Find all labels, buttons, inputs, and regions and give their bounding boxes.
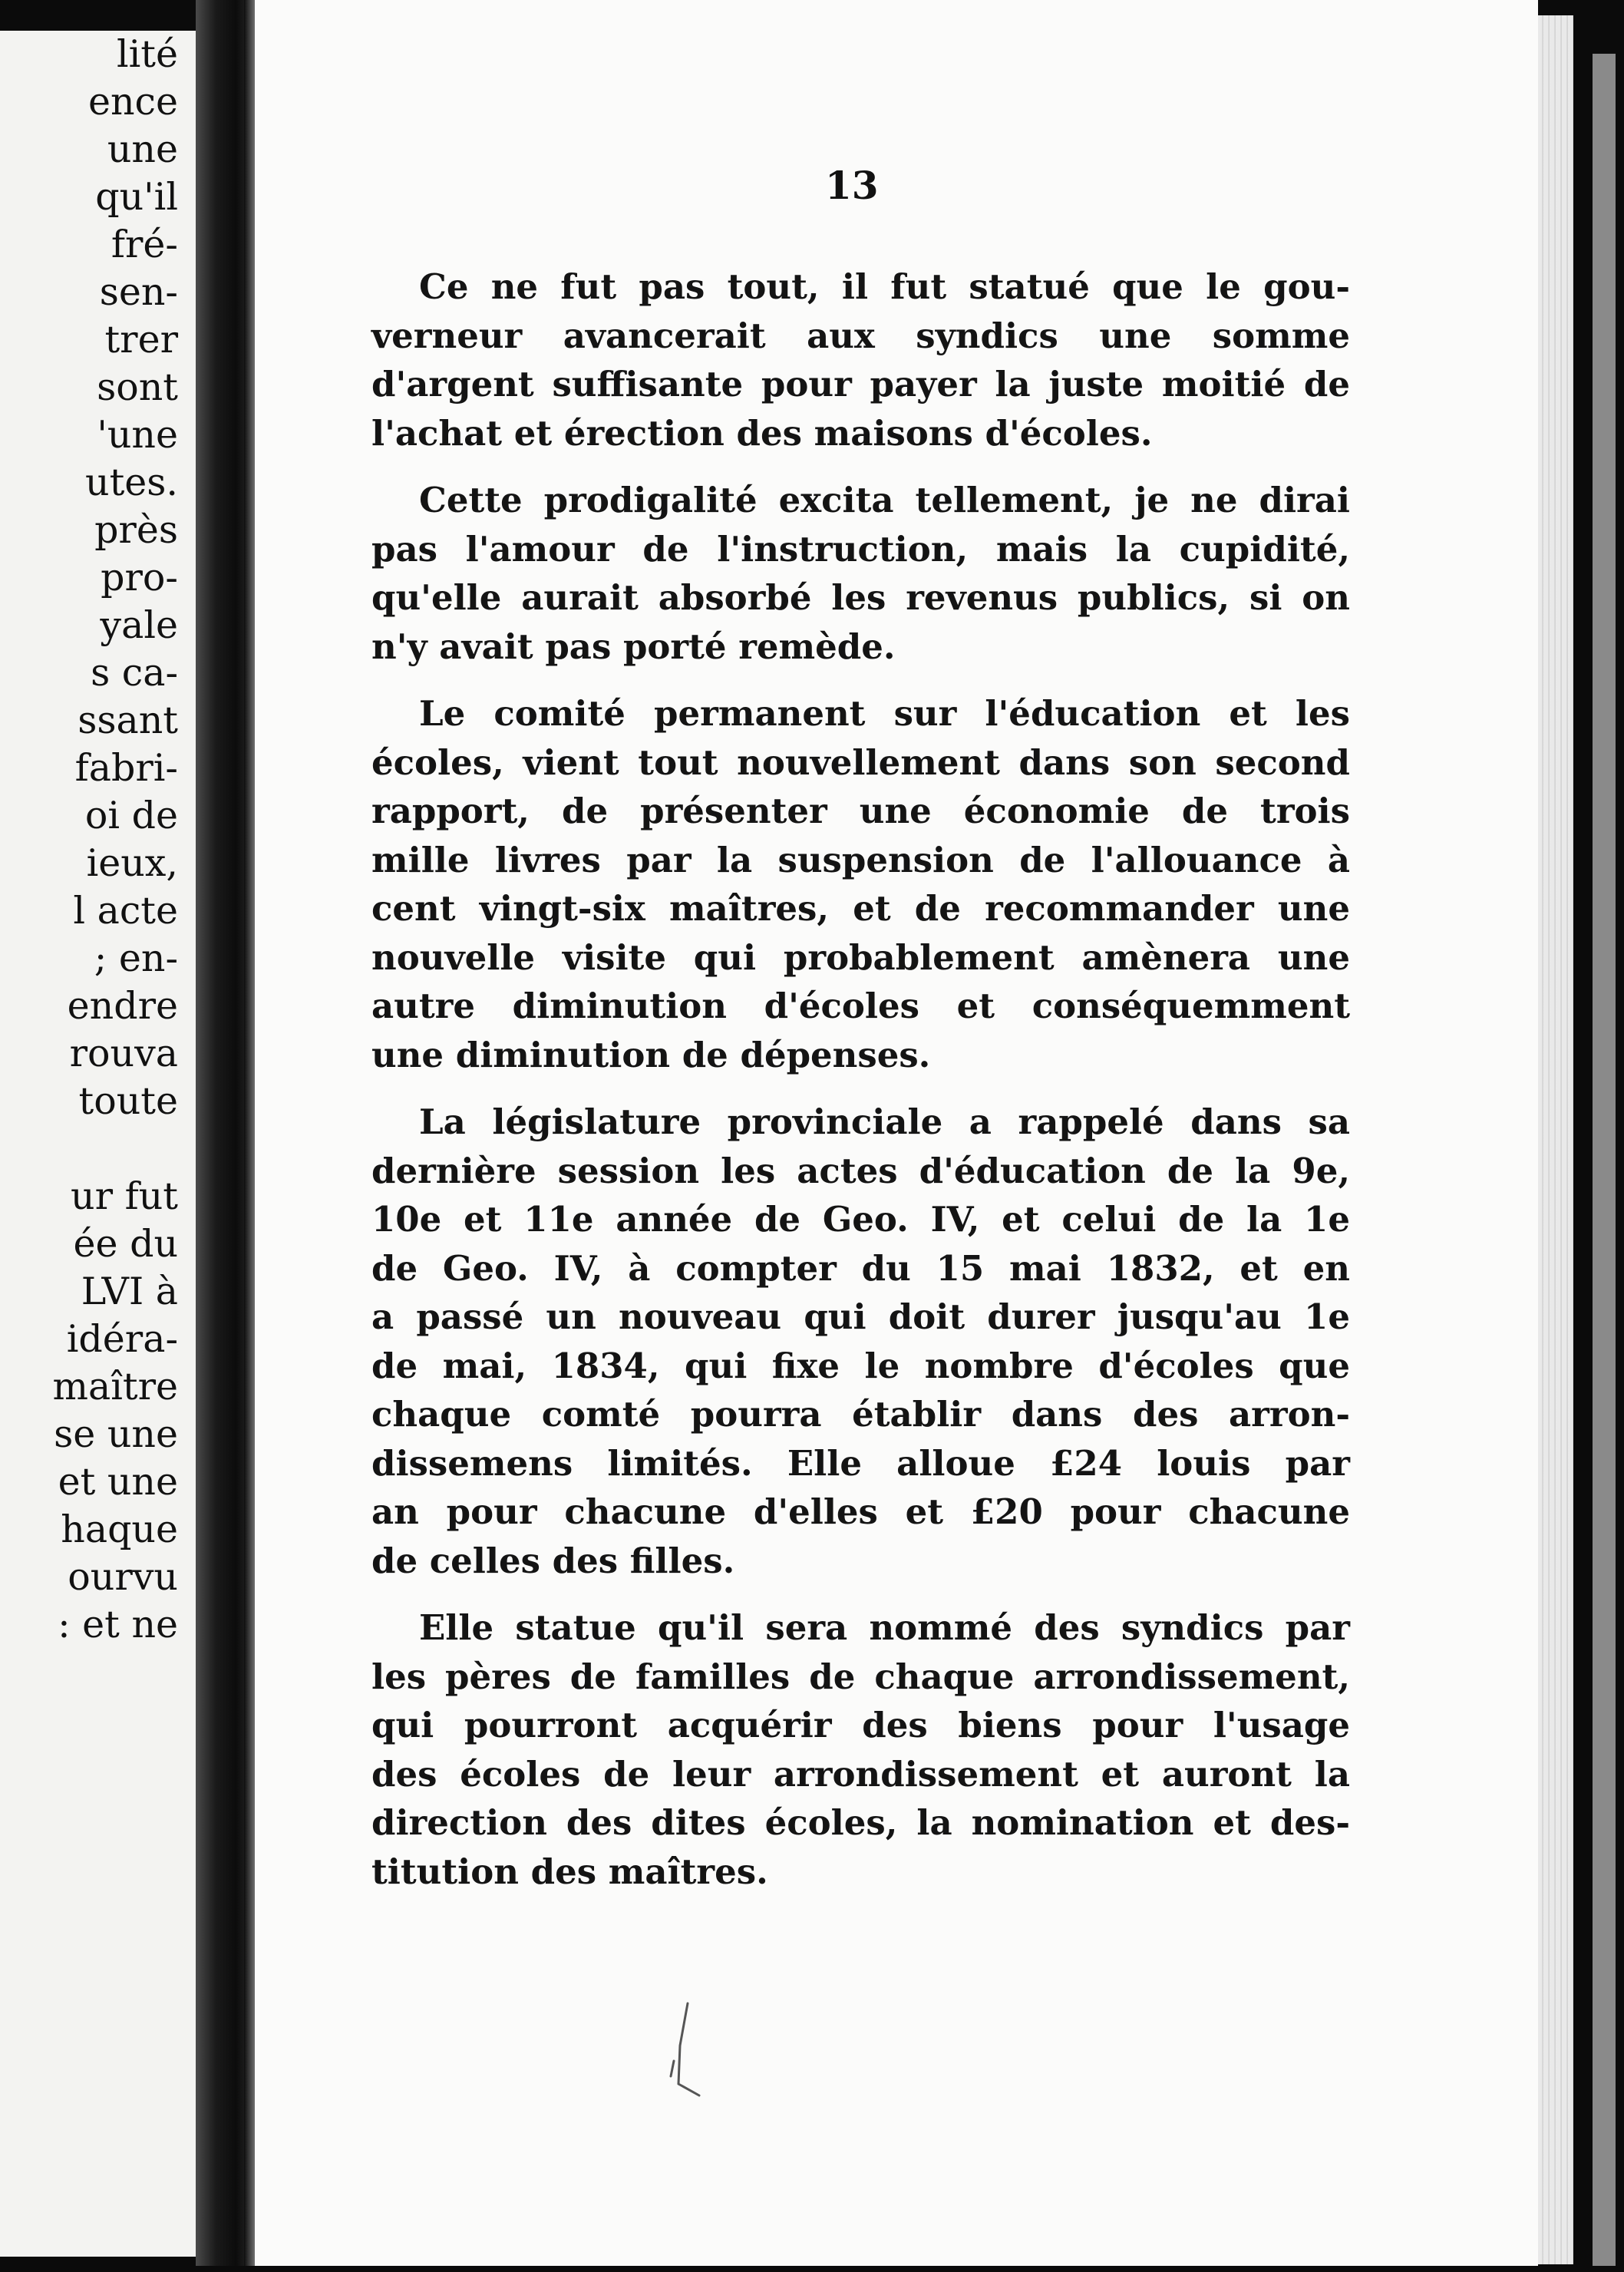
paragraph [371, 1098, 1350, 1585]
left-page-line: haque [61, 1508, 178, 1551]
left-page-line: toute [78, 1079, 178, 1123]
text-line: de celles des filles. [371, 1540, 735, 1581]
left-page-line: se une [54, 1412, 178, 1456]
text-line: l'achat et érection des maisons d'écoles. [371, 412, 1153, 454]
left-page-line: fré- [111, 223, 178, 266]
left-page-line: ssant [78, 698, 178, 742]
text-line: rapport, de présenter une économie de trois [371, 791, 1350, 831]
left-page-fragment [0, 31, 201, 2257]
left-page-line: ieux, [86, 841, 178, 885]
text-line: une diminution de dépenses. [371, 1034, 931, 1075]
text-line: pas l'amour de l'instruction, mais la cupidité, [371, 528, 1350, 570]
text-line: les pères de familles de chaque arrondissement, [371, 1656, 1350, 1697]
text-line: écoles, vient tout nouvellement dans son second [371, 741, 1350, 783]
left-page-line: et une [58, 1460, 178, 1504]
text-line: qu'elle aurait absorbé les revenus publics, si on [371, 577, 1350, 618]
left-page-line: ence [88, 80, 178, 124]
text-line: mille livres par la suspension de l'allouance à [371, 839, 1350, 880]
text-line: qui pourront acquérir des biens pour l'usage [371, 1705, 1350, 1745]
left-page-line: idéra- [66, 1317, 178, 1361]
left-page-line: 'une [97, 413, 178, 457]
left-page-line: oi de [84, 794, 178, 837]
text-line: La législature provinciale a rappelé dans sa [419, 1101, 1350, 1142]
paragraph [371, 1603, 1350, 1896]
text-line: an pour chacune d'elles et £20 pour chacune [371, 1491, 1350, 1532]
left-page-line: maître [52, 1365, 178, 1408]
left-page-line [0, 1125, 178, 1173]
text-line: cent vingt-six maîtres, et de recommander une [371, 888, 1350, 929]
text-line: autre diminution d'écoles et conséquemment [371, 986, 1350, 1026]
page-stack-edge [1538, 15, 1573, 2264]
left-page-line: rouva [69, 1032, 178, 1075]
text-line: nouvelle visite qui probablement amènera une [371, 936, 1350, 978]
text-line: de Geo. IV, à compter du 15 mai 1832, et en [371, 1247, 1350, 1289]
left-page-line: trer [104, 318, 178, 362]
left-page-line: utes. [85, 461, 178, 504]
left-page-line: ée du [73, 1222, 178, 1266]
text-line: dissemens limités. Elle alloue £24 louis par [371, 1442, 1350, 1484]
text-line: 10e et 11e année de Geo. IV, et celui de la 1e [371, 1199, 1350, 1240]
scan-bottom-border [0, 2266, 1624, 2272]
cover-edge [1593, 54, 1616, 2272]
text-line: a passé un nouveau qui doit durer jusqu'au 1e [371, 1296, 1350, 1337]
left-page-line: lité [116, 32, 178, 76]
left-page-line: : et ne [58, 1603, 178, 1646]
text-line: Cette prodigalité excita tellement, je ne dirai [419, 480, 1350, 520]
left-page-line: sen- [99, 270, 178, 314]
left-page-line: yale [100, 603, 178, 647]
left-page-line: l acte [73, 889, 178, 933]
page-body-text [371, 263, 1350, 1914]
text-line: verneur avancerait aux syndics une somme [371, 315, 1350, 356]
left-page-text [0, 31, 178, 1649]
text-line: Le comité permanent sur l'éducation et les [419, 693, 1350, 734]
text-line: d'argent suffisante pour payer la juste moitié de [371, 364, 1350, 405]
left-page-line: s ca- [91, 651, 178, 695]
text-line: chaque comté pourra établir dans des arron- [371, 1394, 1350, 1435]
left-page-line: sont [97, 365, 178, 409]
pencil-mark-icon [657, 2000, 703, 2107]
text-line: Ce ne fut pas tout, il fut statué que le gou- [419, 266, 1350, 307]
left-page-line: fabri- [74, 746, 178, 790]
left-page-line: LVI à [81, 1270, 178, 1313]
text-line: Elle statue qu'il sera nommé des syndics par [419, 1607, 1350, 1648]
left-page-line: près [94, 508, 178, 552]
paragraph [371, 689, 1350, 1079]
text-line: dernière session les actes d'éducation de la 9e, [371, 1150, 1350, 1191]
left-page-line: endre [67, 984, 178, 1028]
page-number: 13 [825, 163, 879, 208]
left-page-line: qu'il [95, 175, 178, 219]
left-page-line: ourvu [68, 1555, 178, 1599]
left-page-line: ; en- [94, 936, 178, 980]
text-line: des écoles de leur arrondissement et auront la [371, 1753, 1350, 1795]
text-line: n'y avait pas porté remède. [371, 626, 896, 667]
left-page-line: une [107, 127, 178, 171]
text-line: titution des maîtres. [371, 1851, 768, 1892]
left-page-line: ur fut [71, 1174, 178, 1218]
text-line: direction des dites écoles, la nomination et des- [371, 1802, 1350, 1843]
text-line: de mai, 1834, qui fixe le nombre d'écoles que [371, 1345, 1350, 1386]
paragraph [371, 263, 1350, 457]
paragraph [371, 476, 1350, 671]
left-page-line: pro- [101, 556, 178, 599]
